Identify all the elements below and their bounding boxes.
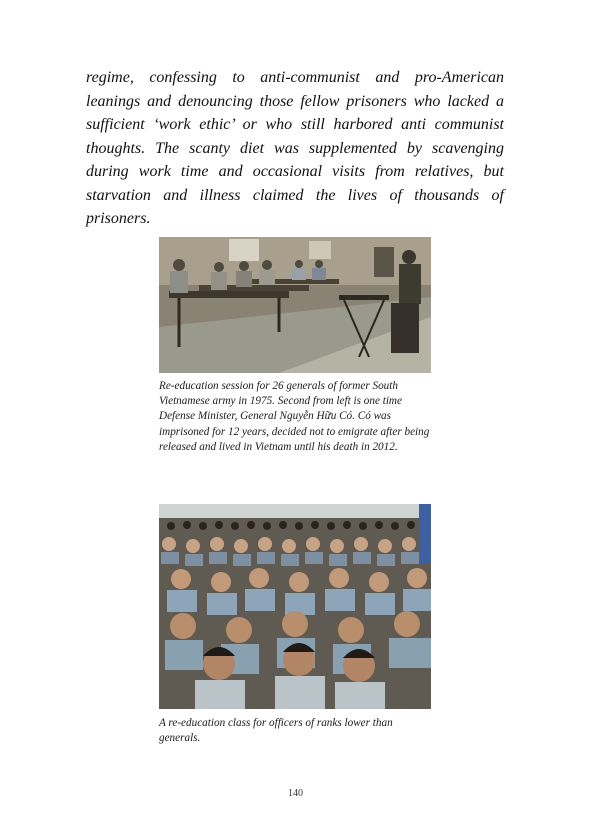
page-number: 140 <box>288 788 303 799</box>
officers-reeducation-class-photo <box>159 504 431 709</box>
figure-1-caption: Re-education session for 26 generals of former South Vietnamese army in 1975. Second from left is one time Defense Minister, General Nguyễn Hữu Có. Có was imprisoned for 12 years, decided not to emigrate after being released and lived in Vietnam until his death in 2012. <box>159 380 430 453</box>
generals-reeducation-photo <box>159 237 431 373</box>
body-paragraph: regime, confessing to anti-communist and pro-American leanings and denouncing those fellow prisoners who lacked a sufficient ‘work ethic’ or who still harbored anti communist thoughts. The scanty diet was supplemented by scavenging during work time and occasional visits from relatives, but starvation and illness claimed the lives of thousands of prisoners. <box>86 69 504 227</box>
figure-2-caption: A re-education class for officers of ranks lower than generals. <box>159 717 393 745</box>
